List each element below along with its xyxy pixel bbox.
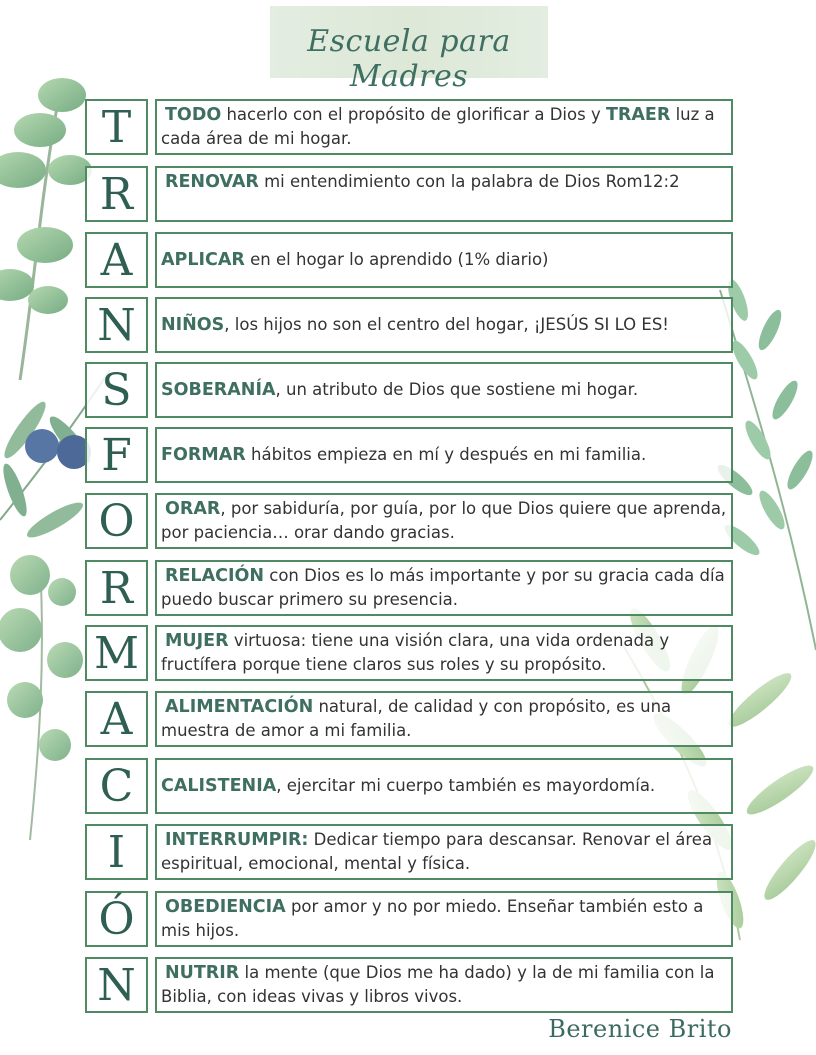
list-item — [85, 560, 733, 616]
item-text-box — [155, 560, 733, 616]
item-text-box — [155, 824, 733, 880]
item-text: con Dios es lo más importante y por su gracia cada día puedo buscar primero su presencia. — [161, 566, 725, 609]
acrostic-letter: F — [85, 427, 148, 483]
item-text: natural, de calidad y con propósito, es una muestra de amor a mi familia. — [161, 697, 672, 740]
item-text-box — [155, 232, 733, 288]
item-keyword: NUTRIR — [165, 963, 240, 983]
list-item — [85, 691, 733, 747]
author-signature: Berenice Brito — [548, 1015, 732, 1043]
item-keyword: INTERRUMPIR: — [165, 830, 309, 850]
list-item — [85, 891, 733, 947]
acrostic-letter: Ó — [85, 891, 148, 947]
list-item — [85, 427, 733, 483]
item-text: hábitos empieza en mí y después en mi familia. — [245, 445, 647, 464]
round-leaves-bottom-left — [0, 555, 83, 840]
item-text: la mente (que Dios me ha dado) y la de mi familia con la Biblia, con ideas vivas y libros vivos. — [161, 963, 715, 1006]
item-keyword: CALISTENIA — [161, 776, 277, 796]
item-keyword: NIÑOS — [161, 315, 225, 335]
item-text-box — [155, 691, 733, 747]
list-item — [85, 99, 733, 155]
item-text: virtuosa: tiene una visión clara, una vida ordenada y fructífera porque tiene claros sus roles y su propósito. — [161, 631, 670, 674]
item-text-box — [155, 758, 733, 814]
item-text-2: luz a cada área de mi hogar. — [161, 105, 715, 148]
item-text: Dedicar tiempo para descansar. Renovar el área espiritual, emocional, mental y física. — [161, 830, 713, 873]
item-keyword: TODO — [165, 105, 222, 125]
item-text: , ejercitar mi cuerpo también es mayordomía. — [276, 776, 656, 795]
list-item — [85, 232, 733, 288]
item-keyword: ORAR — [165, 499, 221, 519]
list-item — [85, 957, 733, 1013]
acrostic-letter: I — [85, 824, 148, 880]
item-text-box — [155, 957, 733, 1013]
acrostic-letter: C — [85, 758, 148, 814]
page-title: Escuela para Madres — [307, 24, 511, 94]
item-text: por amor y no por miedo. Enseñar también esto a mis hijos. — [161, 897, 704, 940]
acrostic-letter: A — [85, 232, 148, 288]
item-text-box — [155, 166, 733, 222]
item-text: , los hijos no son el centro del hogar, ¡JESÚS SI LO ES! — [224, 315, 669, 334]
item-text: , por sabiduría, por guía, por lo que Dios quiere que aprenda, por paciencia… orar dando gracias. — [161, 499, 727, 542]
item-text-box — [155, 362, 733, 418]
acrostic-letter: S — [85, 362, 148, 418]
list-item — [85, 625, 733, 681]
eucalyptus-branch-top-left — [0, 78, 92, 380]
header-banner — [270, 6, 548, 94]
acrostic-letter: M — [85, 625, 148, 681]
list-item — [85, 362, 733, 418]
item-keyword: ALIMENTACIÓN — [165, 697, 314, 717]
item-keyword: MUJER — [165, 631, 229, 651]
acrostic-letter: N — [85, 297, 148, 353]
item-keyword: RELACIÓN — [165, 566, 265, 586]
item-text: mi entendimiento con la palabra de Dios Rom12:2 — [258, 172, 680, 191]
list-item — [85, 493, 733, 549]
item-text-box — [155, 99, 733, 155]
item-text-box — [155, 493, 733, 549]
acrostic-letter: A — [85, 691, 148, 747]
acrostic-letter: R — [85, 560, 148, 616]
acrostic-letter: T — [85, 99, 148, 155]
list-item — [85, 166, 733, 222]
item-text: en el hogar lo aprendido (1% diario) — [244, 250, 549, 269]
item-keyword: SOBERANÍA — [161, 380, 276, 400]
item-text: , un atributo de Dios que sostiene mi hogar. — [275, 380, 639, 399]
list-item — [85, 758, 733, 814]
item-text-box — [155, 427, 733, 483]
item-keyword-2: TRAER — [605, 105, 671, 125]
item-keyword: APLICAR — [161, 250, 245, 270]
list-item — [85, 824, 733, 880]
item-text-box — [155, 297, 733, 353]
item-keyword: RENOVAR — [165, 172, 259, 192]
acrostic-letter: N — [85, 957, 148, 1013]
acrostic-letter: R — [85, 166, 148, 222]
item-keyword: FORMAR — [161, 445, 246, 465]
item-text-box — [155, 625, 733, 681]
item-text-box — [155, 891, 733, 947]
item-text: hacerlo con el propósito de glorificar a Dios y — [221, 105, 606, 124]
item-keyword: OBEDIENCIA — [165, 897, 286, 917]
acrostic-letter: O — [85, 493, 148, 549]
list-item — [85, 297, 733, 353]
